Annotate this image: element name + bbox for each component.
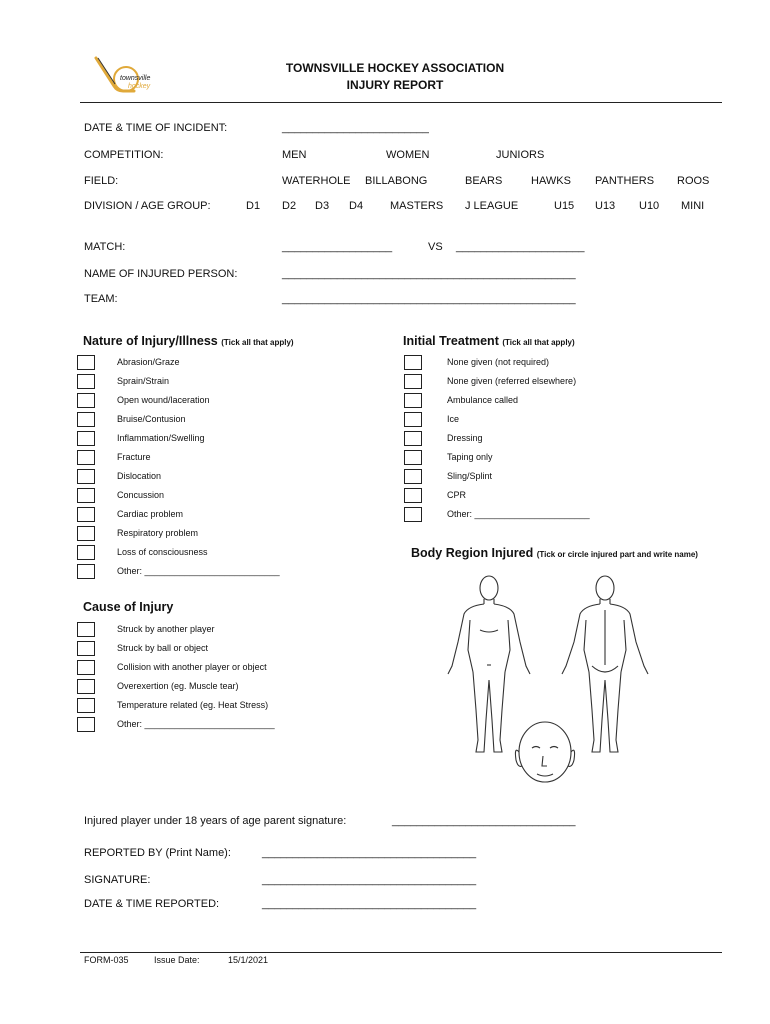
nature-of-injury-title: Nature of Injury/Illness bbox=[83, 334, 218, 348]
nature-checkbox-respiratory[interactable] bbox=[77, 526, 95, 541]
date-time-incident-label: DATE & TIME OF INCIDENT: bbox=[84, 122, 228, 134]
body-region-note: (Tick or circle injured part and write name) bbox=[536, 550, 698, 559]
nature-of-injury-note: (Tick all that apply) bbox=[221, 338, 294, 347]
logo-text-line1: townsville bbox=[120, 75, 151, 82]
nature-checkbox-inflammation[interactable] bbox=[77, 431, 95, 446]
competition-option-men[interactable]: MEN bbox=[282, 149, 307, 161]
division-option-d4[interactable]: D4 bbox=[349, 200, 364, 212]
division-option-d1[interactable]: D1 bbox=[246, 200, 261, 212]
body-region-title: Body Region Injured bbox=[411, 546, 534, 560]
competition-option-women[interactable]: WOMEN bbox=[386, 149, 430, 161]
parent-signature-label: Injured player under 18 years of age parent signature: bbox=[84, 815, 347, 827]
nature-item-cardiac: Cardiac problem bbox=[117, 509, 184, 519]
division-option-mini[interactable]: MINI bbox=[681, 200, 705, 212]
nature-of-injury-heading bbox=[83, 334, 294, 348]
division-option-d2[interactable]: D2 bbox=[282, 200, 297, 212]
competition-label: COMPETITION: bbox=[84, 149, 164, 161]
division-option-jleague[interactable]: J LEAGUE bbox=[465, 200, 519, 212]
nature-item-fracture: Fracture bbox=[117, 452, 151, 462]
nature-item-other[interactable]: Other: ___________________________ bbox=[117, 566, 280, 576]
nature-checkbox-concussion[interactable] bbox=[77, 488, 95, 503]
date-reported-label: DATE & TIME REPORTED: bbox=[84, 898, 220, 910]
cause-checkbox-temperature[interactable] bbox=[77, 698, 95, 713]
field-option-hawks[interactable]: HAWKS bbox=[531, 175, 571, 187]
reported-by-field[interactable]: ___________________________________ bbox=[262, 847, 477, 859]
initial-treatment-title: Initial Treatment bbox=[403, 334, 499, 348]
date-reported-field[interactable]: ___________________________________ bbox=[262, 898, 477, 910]
division-option-u10[interactable]: U10 bbox=[639, 200, 660, 212]
treatment-item-none-referred: None given (referred elsewhere) bbox=[447, 376, 577, 386]
cause-of-injury-heading: Cause of Injury bbox=[83, 600, 174, 614]
cause-checkbox-struck-player[interactable] bbox=[77, 622, 95, 637]
division-option-u15[interactable]: U15 bbox=[554, 200, 575, 212]
nature-checkbox-cardiac[interactable] bbox=[77, 507, 95, 522]
treatment-item-other[interactable]: Other: _______________________ bbox=[447, 509, 590, 519]
treatment-checkbox-dressing[interactable] bbox=[404, 431, 422, 446]
field-option-roos[interactable]: ROOS bbox=[677, 175, 710, 187]
cause-item-temperature: Temperature related (eg. Heat Stress) bbox=[117, 700, 269, 710]
cause-checkbox-struck-ball[interactable] bbox=[77, 641, 95, 656]
page-title-line2: INJURY REPORT bbox=[346, 78, 444, 92]
treatment-checkbox-taping[interactable] bbox=[404, 450, 422, 465]
head-face-figure-icon bbox=[515, 722, 574, 782]
field-option-bears[interactable]: BEARS bbox=[465, 175, 503, 187]
form-code: FORM-035 bbox=[84, 955, 129, 965]
nature-checkbox-bruise[interactable] bbox=[77, 412, 95, 427]
issue-date-value: 15/1/2021 bbox=[228, 955, 269, 965]
body-back-figure-icon bbox=[562, 576, 648, 752]
initial-treatment-heading bbox=[403, 334, 575, 348]
treatment-item-sling: Sling/Splint bbox=[447, 471, 493, 481]
treatment-item-taping: Taping only bbox=[447, 452, 493, 462]
cause-checkbox-collision[interactable] bbox=[77, 660, 95, 675]
parent-signature-field[interactable]: ______________________________ bbox=[392, 815, 576, 827]
nature-checkbox-open-wound[interactable] bbox=[77, 393, 95, 408]
nature-checkbox-loss-consciousness[interactable] bbox=[77, 545, 95, 560]
treatment-checkbox-other[interactable] bbox=[404, 507, 422, 522]
cause-item-other[interactable]: Other: __________________________ bbox=[117, 719, 275, 729]
cause-item-struck-player: Struck by another player bbox=[117, 624, 215, 634]
nature-item-inflammation: Inflammation/Swelling bbox=[117, 433, 205, 443]
nature-item-loss-consciousness: Loss of consciousness bbox=[117, 547, 208, 557]
treatment-checkbox-none-not-required[interactable] bbox=[404, 355, 422, 370]
treatment-checkbox-none-referred[interactable] bbox=[404, 374, 422, 389]
cause-item-struck-ball: Struck by ball or object bbox=[117, 643, 209, 653]
header-divider bbox=[80, 102, 722, 103]
match-team1-field[interactable]: __________________ bbox=[282, 241, 393, 253]
nature-item-open-wound: Open wound/laceration bbox=[117, 395, 210, 405]
nature-checkbox-sprain[interactable] bbox=[77, 374, 95, 389]
field-option-panthers[interactable]: PANTHERS bbox=[595, 175, 655, 187]
nature-checkbox-other[interactable] bbox=[77, 564, 95, 579]
treatment-item-dressing: Dressing bbox=[447, 433, 483, 443]
division-option-masters[interactable]: MASTERS bbox=[390, 200, 444, 212]
nature-checkbox-dislocation[interactable] bbox=[77, 469, 95, 484]
page-title-line1: TOWNSVILLE HOCKEY ASSOCIATION bbox=[285, 61, 505, 75]
nature-item-concussion: Concussion bbox=[117, 490, 165, 500]
nature-checkbox-fracture[interactable] bbox=[77, 450, 95, 465]
competition-option-juniors[interactable]: JUNIORS bbox=[496, 149, 545, 161]
division-option-d3[interactable]: D3 bbox=[315, 200, 330, 212]
logo-text-line2: hockey bbox=[128, 83, 151, 90]
treatment-item-cpr: CPR bbox=[447, 490, 467, 500]
field-option-waterhole[interactable]: WATERHOLE bbox=[282, 175, 351, 187]
injured-name-field[interactable]: ________________________________________________ bbox=[282, 268, 576, 280]
cause-item-overexertion: Overexertion (eg. Muscle tear) bbox=[117, 681, 239, 691]
nature-item-respiratory: Respiratory problem bbox=[117, 528, 199, 538]
treatment-checkbox-ambulance[interactable] bbox=[404, 393, 422, 408]
nature-checkbox-abrasion[interactable] bbox=[77, 355, 95, 370]
team-field[interactable]: ________________________________________________ bbox=[282, 293, 576, 305]
nature-item-sprain: Sprain/Strain bbox=[117, 376, 170, 386]
signature-field[interactable]: ___________________________________ bbox=[262, 874, 477, 886]
division-option-u13[interactable]: U13 bbox=[595, 200, 616, 212]
initial-treatment-note: (Tick all that apply) bbox=[502, 338, 575, 347]
reported-by-label: REPORTED BY (Print Name): bbox=[84, 847, 231, 859]
date-time-incident-field[interactable]: ________________________ bbox=[282, 122, 429, 134]
nature-item-dislocation: Dislocation bbox=[117, 471, 162, 481]
body-diagram-icon[interactable] bbox=[440, 570, 670, 800]
field-label: FIELD: bbox=[84, 175, 119, 187]
cause-item-collision: Collision with another player or object bbox=[117, 662, 267, 672]
field-option-billabong[interactable]: BILLABONG bbox=[365, 175, 428, 187]
treatment-checkbox-ice[interactable] bbox=[404, 412, 422, 427]
cause-checkbox-other[interactable] bbox=[77, 717, 95, 732]
division-label: DIVISION / AGE GROUP: bbox=[84, 200, 211, 212]
nature-item-bruise: Bruise/Contusion bbox=[117, 414, 186, 424]
team-label: TEAM: bbox=[84, 293, 118, 305]
body-front-figure-icon bbox=[448, 576, 530, 752]
injured-name-label: NAME OF INJURED PERSON: bbox=[84, 268, 238, 280]
issue-date-label: Issue Date: bbox=[154, 955, 200, 965]
match-vs-label: VS bbox=[428, 241, 443, 253]
footer-divider bbox=[80, 952, 722, 953]
treatment-item-ice: Ice bbox=[447, 414, 460, 424]
signature-label: SIGNATURE: bbox=[84, 874, 151, 886]
treatment-item-ambulance: Ambulance called bbox=[447, 395, 519, 405]
match-label: MATCH: bbox=[84, 241, 126, 253]
treatment-item-none-not-required: None given (not required) bbox=[447, 357, 550, 367]
cause-checkbox-overexertion[interactable] bbox=[77, 679, 95, 694]
treatment-checkbox-cpr[interactable] bbox=[404, 488, 422, 503]
body-region-heading bbox=[411, 546, 698, 560]
nature-item-abrasion: Abrasion/Graze bbox=[117, 357, 180, 367]
match-team2-field[interactable]: _____________________ bbox=[456, 241, 585, 253]
treatment-checkbox-sling[interactable] bbox=[404, 469, 422, 484]
